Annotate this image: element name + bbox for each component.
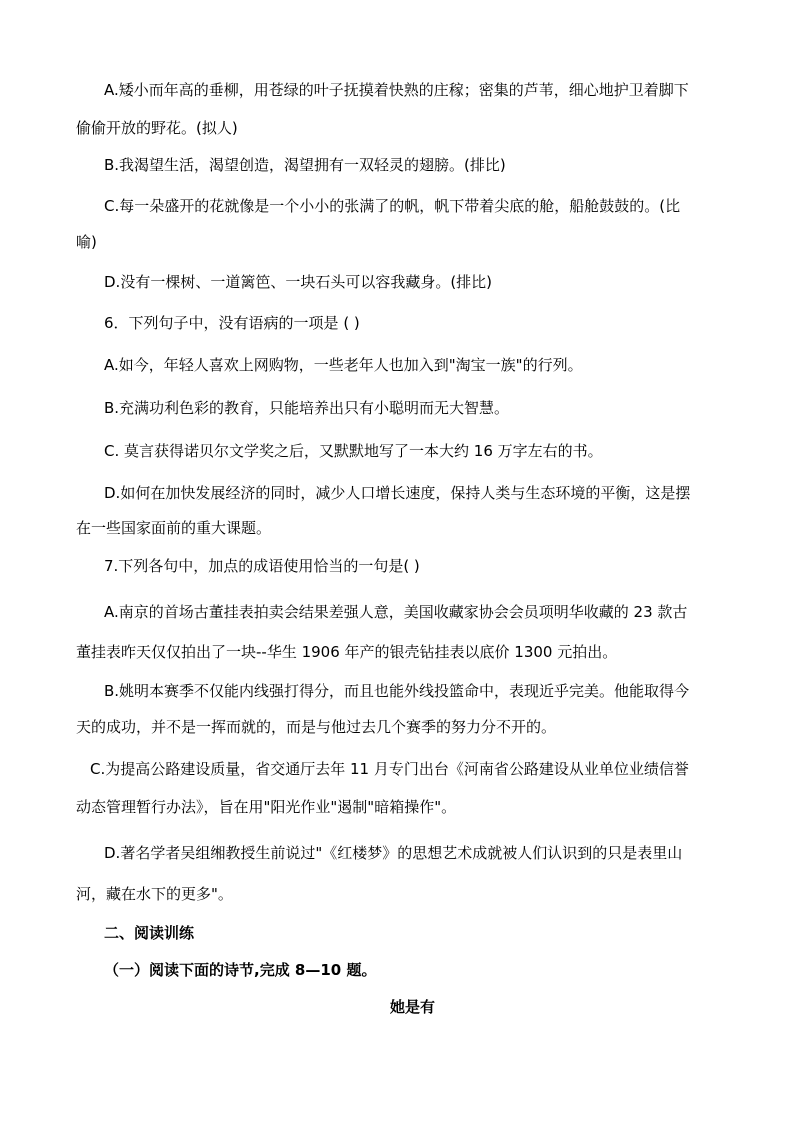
q5-option-c-line1: C.每一朵盛开的花就像是一个小小的张满了的帆，帆下带着尖底的舱，船舱鼓鼓的。(比 xyxy=(104,197,681,215)
q7-option-a-line2: 董挂表昨天仅仅拍出了一块--华生 1906 年产的银壳钻挂表以底价 1300 元拍出。 xyxy=(76,643,618,661)
q7-stem: 7.下列各句中，加点的成语使用恰当的一句是( ) xyxy=(104,557,420,575)
q6-option-b: B.充满功利色彩的教育，只能培养出只有小聪明而无大智慧。 xyxy=(104,399,510,417)
q7-option-b-line1: B.姚明本赛季不仅能内线强打得分，而且也能外线投篮命中，表现近乎完美。他能取得今 xyxy=(104,682,690,700)
section-heading: 二、阅读训练 xyxy=(104,924,195,942)
q7-option-c-line2: 动态管理暂行办法》，旨在用"阳光作业"遏制"暗箱操作"。 xyxy=(76,798,457,816)
q5-option-b: B.我渴望生活，渴望创造，渴望拥有一双轻灵的翅膀。(排比) xyxy=(104,156,506,174)
q6-stem: 6．下列句子中，没有语病的一项是 ( ) xyxy=(104,314,360,332)
q7-option-d-line1: D.著名学者吴组缃教授生前说过"《红楼梦》的思想艺术成就被人们认识到的只是表里山 xyxy=(104,844,683,862)
q7-option-c-line1: C.为提高公路建设质量，省交通厅去年 11 月专门出台《河南省公路建设从业单位业绩信誉 xyxy=(90,760,689,778)
q5-option-a-line2: 偷偷开放的野花。(拟人) xyxy=(76,119,238,137)
q6-option-c: C. 莫言获得诺贝尔文学奖之后，又默默地写了一本大约 16 万字左右的书。 xyxy=(104,442,603,460)
q7-option-a-line1: A.南京的首场古董挂表拍卖会结果差强人意，美国收藏家协会会员项明华收藏的 23 款古 xyxy=(104,603,688,621)
q7-option-d-line2: 河，藏在水下的更多"。 xyxy=(76,885,233,903)
q5-option-d: D.没有一棵树、一道篱笆、一块石头可以容我藏身。(排比) xyxy=(104,273,493,291)
q5-option-c-line2: 喻) xyxy=(76,233,97,251)
q6-option-a: A.如今，年轻人喜欢上网购物，一些老年人也加入到"淘宝一族"的行列。 xyxy=(104,356,583,374)
q5-option-a-line1: A.矮小而年高的垂柳，用苍绿的叶子抚摸着快熟的庄稼；密集的芦苇，细心地护卫着脚下 xyxy=(104,81,689,99)
section-subheading: （一）阅读下面的诗节,完成 8—10 题。 xyxy=(104,961,377,979)
q6-option-d-line1: D.如何在加快发展经济的同时，减少人口增长速度，保持人类与生态环境的平衡，这是摆 xyxy=(104,484,691,502)
q7-option-b-line2: 天的成功，并不是一挥而就的，而是与他过去几个赛季的努力分不开的。 xyxy=(76,718,557,736)
q6-option-d-line2: 在一些国家面前的重大课题。 xyxy=(76,519,272,537)
poem-title: 她是有 xyxy=(390,998,436,1016)
